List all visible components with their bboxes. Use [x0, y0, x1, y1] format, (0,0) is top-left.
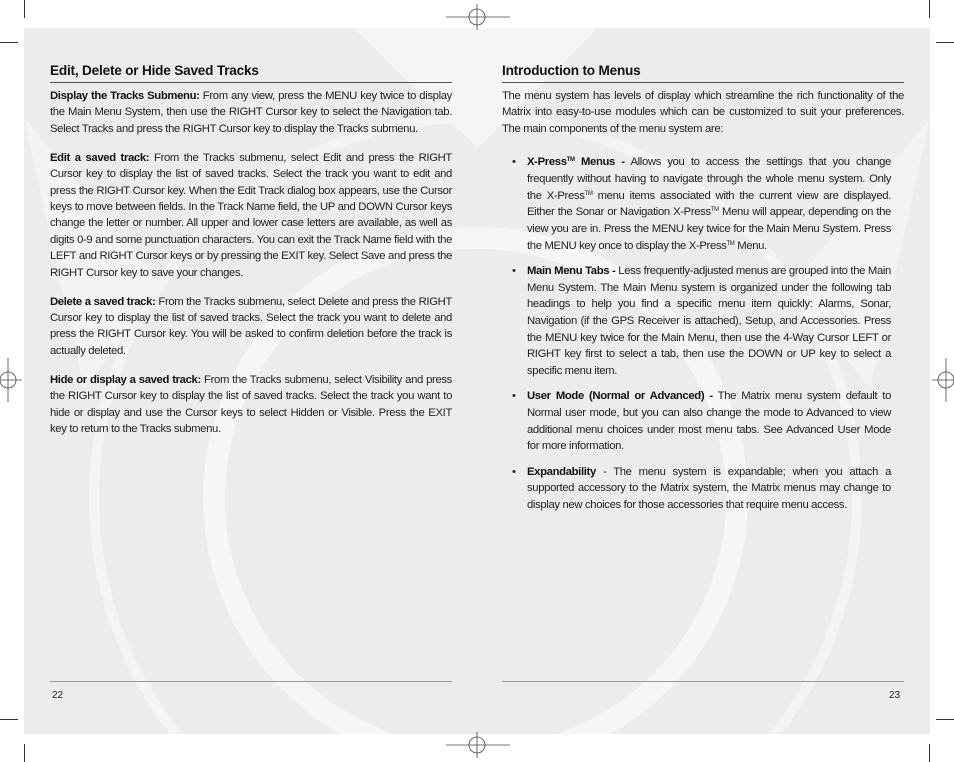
list-item-main-menu-tabs [502, 263, 904, 380]
crop-mark [0, 719, 18, 720]
crop-mark [936, 719, 954, 720]
crop-mark [24, 0, 25, 18]
left-footer-rule [50, 681, 452, 682]
menu-components-list [502, 154, 904, 514]
paragraph-lead: Hide or display a saved track: [50, 373, 201, 386]
crop-mark [0, 42, 18, 43]
paragraph-display-tracks-submenu [50, 88, 452, 137]
paragraph-edit-saved-track [50, 150, 452, 281]
paragraph-text: From the Tracks submenu, select Delete and press the RIGHT Cursor key to display the list of saved tracks. Select the track you want to delete and press the RIGHT Cursor key. You will be asked to confirm deletion before the track is actually deleted. [50, 295, 452, 357]
right-section-heading: Introduction to Menus [502, 62, 904, 83]
left-page-content [50, 62, 452, 450]
paragraph-lead: Delete a saved track: [50, 295, 156, 308]
paragraph-text: From the Tracks submenu, select Visibility and press the RIGHT Cursor key to display the list of saved tracks. Select the track you want to hide or display and use the Cursor keys to select Hidden or Visible. Press the EXIT key to return to the Tracks submenu. [50, 373, 452, 436]
list-item-user-mode [502, 388, 904, 455]
paragraph-lead: Edit a saved track: [50, 151, 150, 164]
left-page-number: 22 [52, 690, 64, 701]
trademark-mark: TM [584, 190, 593, 197]
bullet-lead: User Mode (Normal or Advanced) - [527, 390, 713, 403]
bullet-text: The Matrix menu system default to Normal user mode, but you can also change the mode to Advanced to view additional menu choices under most menu tabs. See Advanced User Mode for more information. [527, 390, 892, 453]
bullet-text: - The menu system is expandable; when you attach a supported accessory to the Matrix system, the Matrix menus may change to display new choices for those accessories that require menu access. [527, 465, 891, 512]
crop-mark [936, 42, 954, 43]
paragraph-hide-display-track [50, 372, 452, 438]
bullet-text: Menu. [734, 239, 767, 252]
bullet-glyph: • [512, 390, 516, 403]
bullet-text: Menu will appear, depending on the view you are in. Press the MENU key twice for the Main Menu System. Press the MENU key once to display the X-Press [527, 206, 891, 252]
registration-mark-top [446, 4, 510, 30]
crop-mark [929, 744, 930, 762]
bullet-text: Less frequently-adjusted menus are grouped into the Main Menu System. The Main Menu system is organized under the following tab headings to help you find a specific menu item quickly: Alarms, Sonar, Navigation (if the GPS Receiver is attached), Setup, and Accessories. Press the MENU key twice for the Main Menu, then use the 4-Way Cursor LEFT or RIGHT key first to select a tab, then use the DOWN or UP key to select a specific menu item. [527, 264, 891, 378]
bullet-lead: X-Press [527, 156, 567, 169]
right-page-number: 23 [889, 690, 901, 701]
registration-mark-left [0, 350, 22, 410]
paragraph-lead: Display the Tracks Submenu: [50, 90, 200, 102]
bullet-text: menu items associated with the current view are displayed. Either the Sonar or Navigation X-Press [527, 189, 891, 219]
left-section-heading: Edit, Delete or Hide Saved Tracks [50, 62, 452, 83]
list-item-expandability [502, 464, 904, 514]
paragraph-text: From any view, press the MENU key twice to display the Main Menu System, then use the RIGHT Cursor key to select the Navigation tab. Select Tracks and press the RIGHT Cursor key to display the Tracks submenu. [50, 90, 452, 135]
paragraph-delete-saved-track [50, 294, 452, 360]
bullet-text: Allows you to access the settings that you change frequently without having to navigate through the whole menu system. Only the X-Press [527, 156, 891, 202]
crop-mark [929, 0, 930, 18]
list-item-xpress-menus [502, 154, 904, 254]
bullet-lead-suffix: Menus - [574, 156, 625, 169]
crop-mark [24, 744, 25, 762]
bullet-glyph: • [512, 156, 516, 169]
bullet-lead: Main Menu Tabs - [527, 264, 616, 277]
bullet-lead: Expandability [527, 465, 596, 478]
right-footer-rule [502, 681, 904, 682]
right-page-content [502, 62, 904, 522]
registration-mark-right [932, 350, 954, 410]
trademark-mark: TM [566, 157, 575, 164]
trademark-mark: TM [710, 207, 719, 214]
registration-mark-bottom [446, 732, 510, 758]
intro-paragraph: The menu system has levels of display which streamline the rich functionality of the Matrix into easy-to-use modules which can be customized to suit your preferences. The main components of the menu system are: [502, 90, 904, 135]
paragraph-text: From the Tracks submenu, select Edit and press the RIGHT Cursor key to display the list of saved tracks. Select the track you want to edit and press the RIGHT Cursor key. When the Edit Track dialog box appears, use the Cursor keys to move between fields. In the Track Name field, the UP and DOWN Cursor keys change the letter or number. All upper and lower case letters are available, as well as digits 0-9 and some punctuation characters. You can exit the Track Name field with the LEFT and RIGHT Cursor keys or by pressing the EXIT key. Select Save and press the RIGHT Cursor key to save your changes. [50, 151, 452, 279]
trademark-mark: TM [726, 240, 735, 247]
bullet-glyph: • [512, 264, 516, 277]
bullet-glyph: • [512, 465, 516, 478]
